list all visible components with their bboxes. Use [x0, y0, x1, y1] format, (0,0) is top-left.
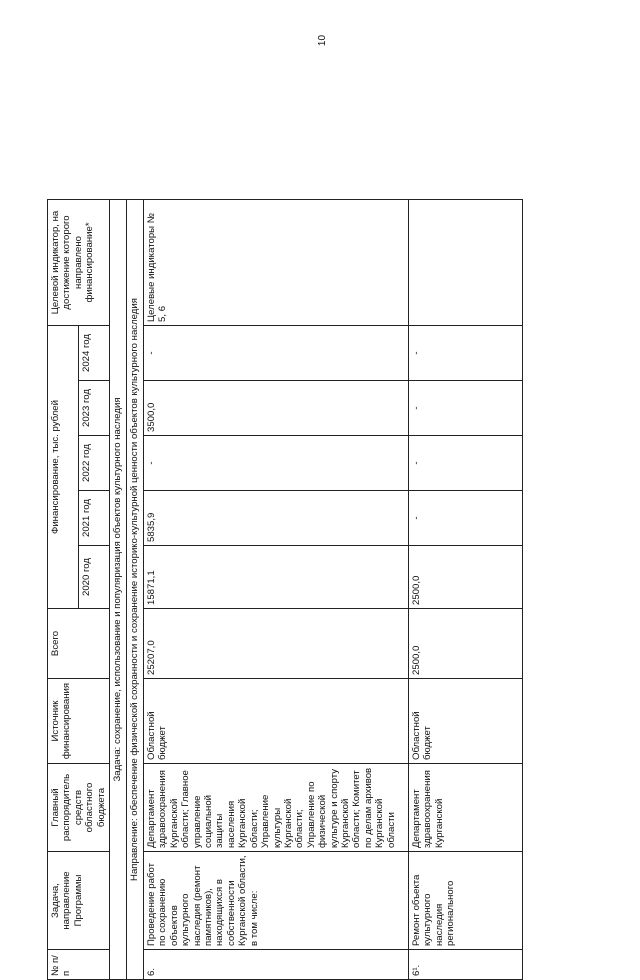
table-row: [144, 199, 409, 979]
row-2020: 15871,1: [144, 546, 409, 609]
row-2022: -: [144, 436, 409, 491]
row-2022: -: [409, 436, 523, 491]
program-table: [47, 199, 523, 980]
row-task: Ремонт объекта культурного наследия регионального: [409, 852, 523, 950]
direction-row: [127, 199, 144, 979]
header-indicator: Целевой индикатор, на достижение которого направлено финансирование*: [48, 199, 110, 325]
header-year-2023: 2023 год: [79, 381, 110, 436]
row-2021: -: [409, 491, 523, 546]
row-num: 6.: [144, 950, 409, 980]
row-indicator: [409, 199, 523, 325]
header-num: № п/п: [48, 950, 110, 980]
direction-text: Направление: обеспечение физической сохранности и сохранение историко-культурной ценности объектов культурного наследия: [127, 199, 144, 979]
row-manager: Департамент здравоохранения Курганской области; Главное управление социальной защиты населения Курганской области; Управление культуры Курганской области; Управление по физической культуре и спорту Курганской области; Комитет по делам архивов Курганской области: [144, 764, 409, 852]
row-2023: 3500,0: [144, 381, 409, 436]
row-num: 6¹.: [409, 950, 523, 980]
row-2024: -: [409, 325, 523, 380]
row-2023: -: [409, 381, 523, 436]
header-total: Всего: [48, 609, 110, 679]
row-indicator: Целевые индикаторы № 5, 6: [144, 199, 409, 325]
header-source: Источник финансирования: [48, 679, 110, 764]
row-source: Областной бюджет: [144, 679, 409, 764]
task-text: Задача: сохранение, использование и популяризация объектов культурного наследия: [110, 199, 127, 979]
row-2024: -: [144, 325, 409, 380]
header-row-1: [48, 199, 79, 979]
row-total: 2500,0: [409, 609, 523, 679]
page-number: [313, 30, 333, 50]
header-year-2024: 2024 год: [79, 325, 110, 380]
header-year-2022: 2022 год: [79, 436, 110, 491]
row-task: Проведение работ по сохранению объектов культурного наследия (ремонт памятников), находящихся в собственности Курганской области, в том числе:: [144, 852, 409, 950]
row-manager: Департамент здравоохранения Курганской: [409, 764, 523, 852]
header-financing: Финансирование, тыс. рублей: [48, 325, 79, 608]
row-2021: 5835,9: [144, 491, 409, 546]
header-manager: Главный распорядитель средств областного бюджета: [48, 764, 110, 852]
page-number-text: 10: [317, 34, 329, 46]
row-total: 25207,0: [144, 609, 409, 679]
row-source: Областной бюджет: [409, 679, 523, 764]
table-row: [409, 199, 523, 979]
header-year-2021: 2021 год: [79, 491, 110, 546]
program-table-rotated: [47, 200, 517, 980]
task-row: [110, 199, 127, 979]
row-2020: 2500,0: [409, 546, 523, 609]
header-task: Задача, направление Программы: [48, 852, 110, 950]
header-year-2020: 2020 год: [79, 546, 110, 609]
